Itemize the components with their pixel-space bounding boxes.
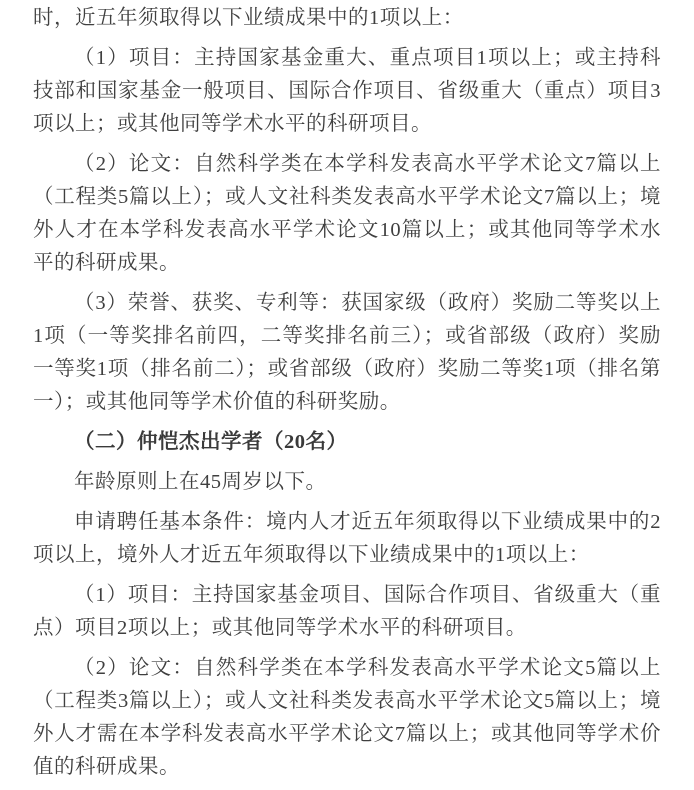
section-heading-zhongkai-distinguished-scholar: （二）仲恺杰出学者（20名） — [74, 431, 348, 453]
paragraph-continuation-criteria-intro: 时，近五年须取得以下业绩成果中的1项以上： — [33, 7, 464, 29]
paragraph-item3-honors-awards-patents: （3）荣誉、获奖、专利等：获国家级（政府）奖励二等奖以上1项（一等奖排名前四，二等奖排名前三）；或省部级（政府）奖励一等奖1项（排名前二）；或省部级（政府）奖励二等奖1项（排名第一）；或其他同等学术价值的科研奖励。 — [33, 292, 661, 413]
paragraph-age-requirement: 年龄原则上在45周岁以下。 — [74, 471, 327, 493]
paragraph-application-basic-conditions: 申请聘任基本条件：境内人才近五年须取得以下业绩成果中的2项以上，境外人才近五年须取得以下业绩成果中的1项以上： — [33, 511, 661, 566]
paragraph-item2-papers-scholar: （2）论文：自然科学类在本学科发表高水平学术论文5篇以上（工程类3篇以上）；或人文社科类发表高水平学术论文5篇以上；境外人才需在本学科发表高水平学术论文7篇以上；或其他同等学术价值的科研成果。 — [33, 657, 661, 778]
paragraph-item2-papers: （2）论文：自然科学类在本学科发表高水平学术论文7篇以上（工程类5篇以上）；或人文社科类发表高水平学术论文7篇以上；境外人才在本学科发表高水平学术论文10篇以上；或其他同等学术水平的科研成果。 — [33, 153, 661, 274]
paragraph-item1-projects-scholar: （1）项目：主持国家基金项目、国际合作项目、省级重大（重点）项目2项以上；或其他同等学术水平的科研项目。 — [33, 584, 661, 639]
paragraph-item1-projects: （1）项目：主持国家基金重大、重点项目1项以上；或主持科技部和国家基金一般项目、国际合作项目、省级重大（重点）项目3项以上；或其他同等学术水平的科研项目。 — [33, 47, 661, 135]
